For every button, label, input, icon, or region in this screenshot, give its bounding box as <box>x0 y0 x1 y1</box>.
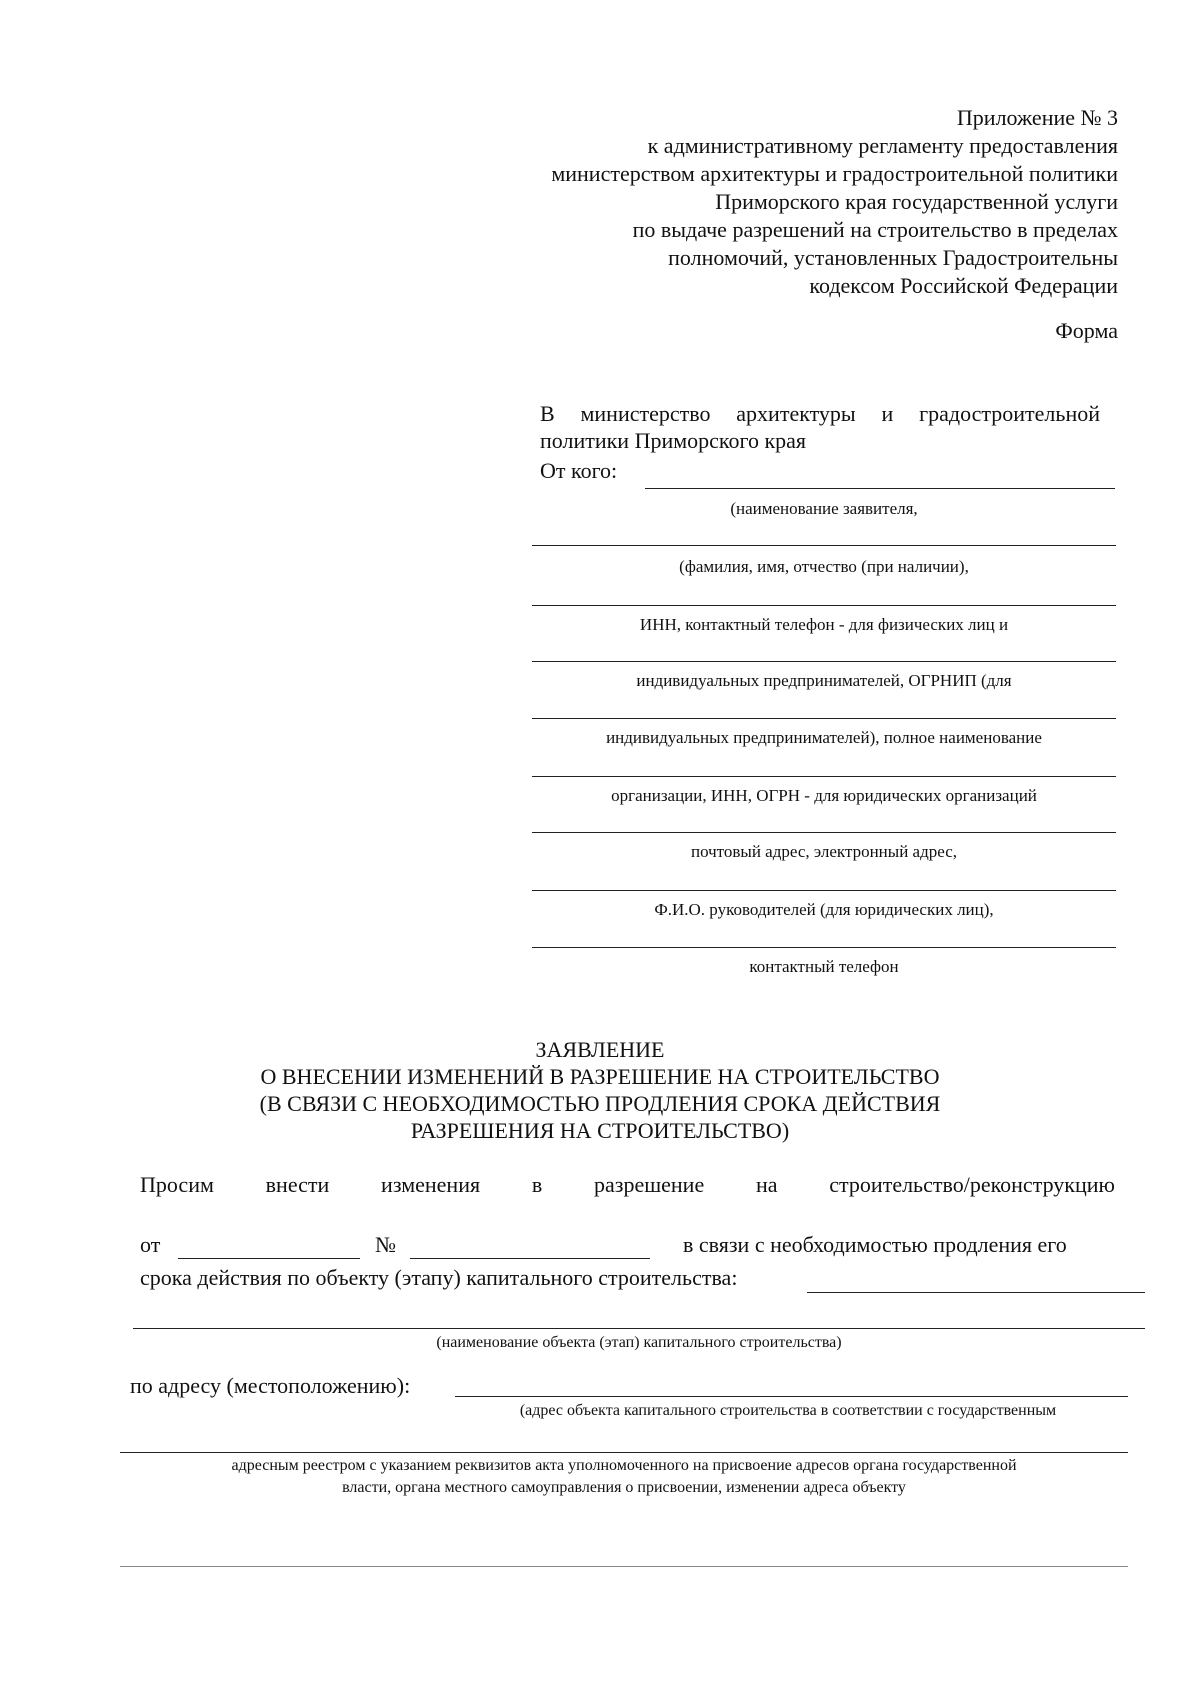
from-label: От кого: <box>540 458 618 483</box>
appendix-line: к административному регламенту предоставления <box>647 133 1118 158</box>
appendix-line: министерством архитектуры и градостроительной политики <box>551 161 1118 186</box>
applicant-hint: организации, ИНН, ОГРН - для юридических организаций <box>611 786 1037 805</box>
request-word: в <box>531 1172 543 1197</box>
request-word: Просим <box>140 1172 214 1197</box>
title-line: ЗАЯВЛЕНИЕ <box>535 1037 665 1062</box>
permit-date-field[interactable] <box>178 1258 360 1259</box>
applicant-hint: индивидуальных предпринимателей), полное наименование <box>606 728 1042 747</box>
number-label: № <box>375 1232 396 1257</box>
title-line: РАЗРЕШЕНИЯ НА СТРОИТЕЛЬСТВО) <box>410 1118 790 1143</box>
applicant-hint: ИНН, контактный телефон - для физических лиц и <box>639 615 1009 634</box>
from-date-label: от <box>140 1232 161 1257</box>
address-field-continued[interactable] <box>120 1452 1128 1453</box>
appendix-header <box>398 104 1118 300</box>
applicant-hint: контактный телефон <box>749 957 899 976</box>
appendix-line: Приморского края государственной услуги <box>715 189 1118 214</box>
request-word: на <box>755 1172 778 1197</box>
object-field[interactable] <box>133 1328 1145 1329</box>
address-hint: (адрес объекта капитального строительства в соответствии с государственным <box>519 1402 1057 1419</box>
appendix-line: Приложение № 3 <box>956 105 1118 130</box>
applicant-hint: почтовый адрес, электронный адрес, <box>690 842 958 861</box>
request-word: внести <box>265 1172 330 1197</box>
applicant-field[interactable] <box>532 776 1116 777</box>
address-label: по адресу (местоположению): <box>130 1373 411 1398</box>
applicant-hint: индивидуальных предпринимателей, ОГРНИП (для <box>636 671 1012 690</box>
request-word: изменения <box>381 1172 481 1197</box>
extension-text: в связи с необходимостью продления его <box>683 1232 1067 1257</box>
request-word: строительство/реконструкцию <box>829 1172 1115 1197</box>
applicant-field[interactable] <box>532 947 1116 948</box>
address-field[interactable] <box>455 1396 1128 1397</box>
applicant-field[interactable] <box>532 605 1116 606</box>
request-line <box>140 1172 1115 1198</box>
additional-field[interactable] <box>120 1566 1128 1567</box>
applicant-hint: (наименование заявителя, <box>730 499 918 518</box>
applicant-hint: (фамилия, имя, отчество (при наличии), <box>679 557 969 576</box>
registry-hint: адресным реестром с указанием реквизитов акта уполномоченного на присвоение адресов органа государственной <box>231 1457 1017 1474</box>
applicant-field[interactable] <box>532 661 1116 662</box>
appendix-line: кодексом Российской Федерации <box>809 273 1118 298</box>
applicant-field[interactable] <box>532 718 1116 719</box>
applicant-field[interactable] <box>532 890 1116 891</box>
applicant-field[interactable] <box>532 545 1116 546</box>
applicant-name-field[interactable] <box>645 488 1115 489</box>
object-field-inline[interactable] <box>807 1292 1145 1293</box>
request-word: разрешение <box>593 1172 705 1197</box>
applicant-field[interactable] <box>532 832 1116 833</box>
object-label: срока действия по объекту (этапу) капитального строительства: <box>140 1265 738 1290</box>
form-label: Форма <box>1055 318 1118 343</box>
registry-hint: власти, органа местного самоуправления о присвоении, изменении адреса объекту <box>342 1479 906 1496</box>
document-title <box>150 1036 1050 1144</box>
recipient-text: В министерство архитектуры и градостроительной политики Приморского края <box>540 401 1100 453</box>
applicant-hint: Ф.И.О. руководителей (для юридических лиц), <box>654 900 994 919</box>
appendix-line: по выдаче разрешений на строительство в пределах <box>632 217 1118 242</box>
title-line: О ВНЕСЕНИИ ИЗМЕНЕНИЙ В РАЗРЕШЕНИЕ НА СТРОИТЕЛЬСТВО <box>260 1064 940 1089</box>
title-line: (В СВЯЗИ С НЕОБХОДИМОСТЬЮ ПРОДЛЕНИЯ СРОКА ДЕЙСТВИЯ <box>259 1091 941 1116</box>
appendix-line: полномочий, установленных Градостроительны <box>668 245 1118 270</box>
permit-number-field[interactable] <box>410 1258 650 1259</box>
object-hint: (наименование объекта (этап) капитального строительства) <box>436 1334 842 1351</box>
